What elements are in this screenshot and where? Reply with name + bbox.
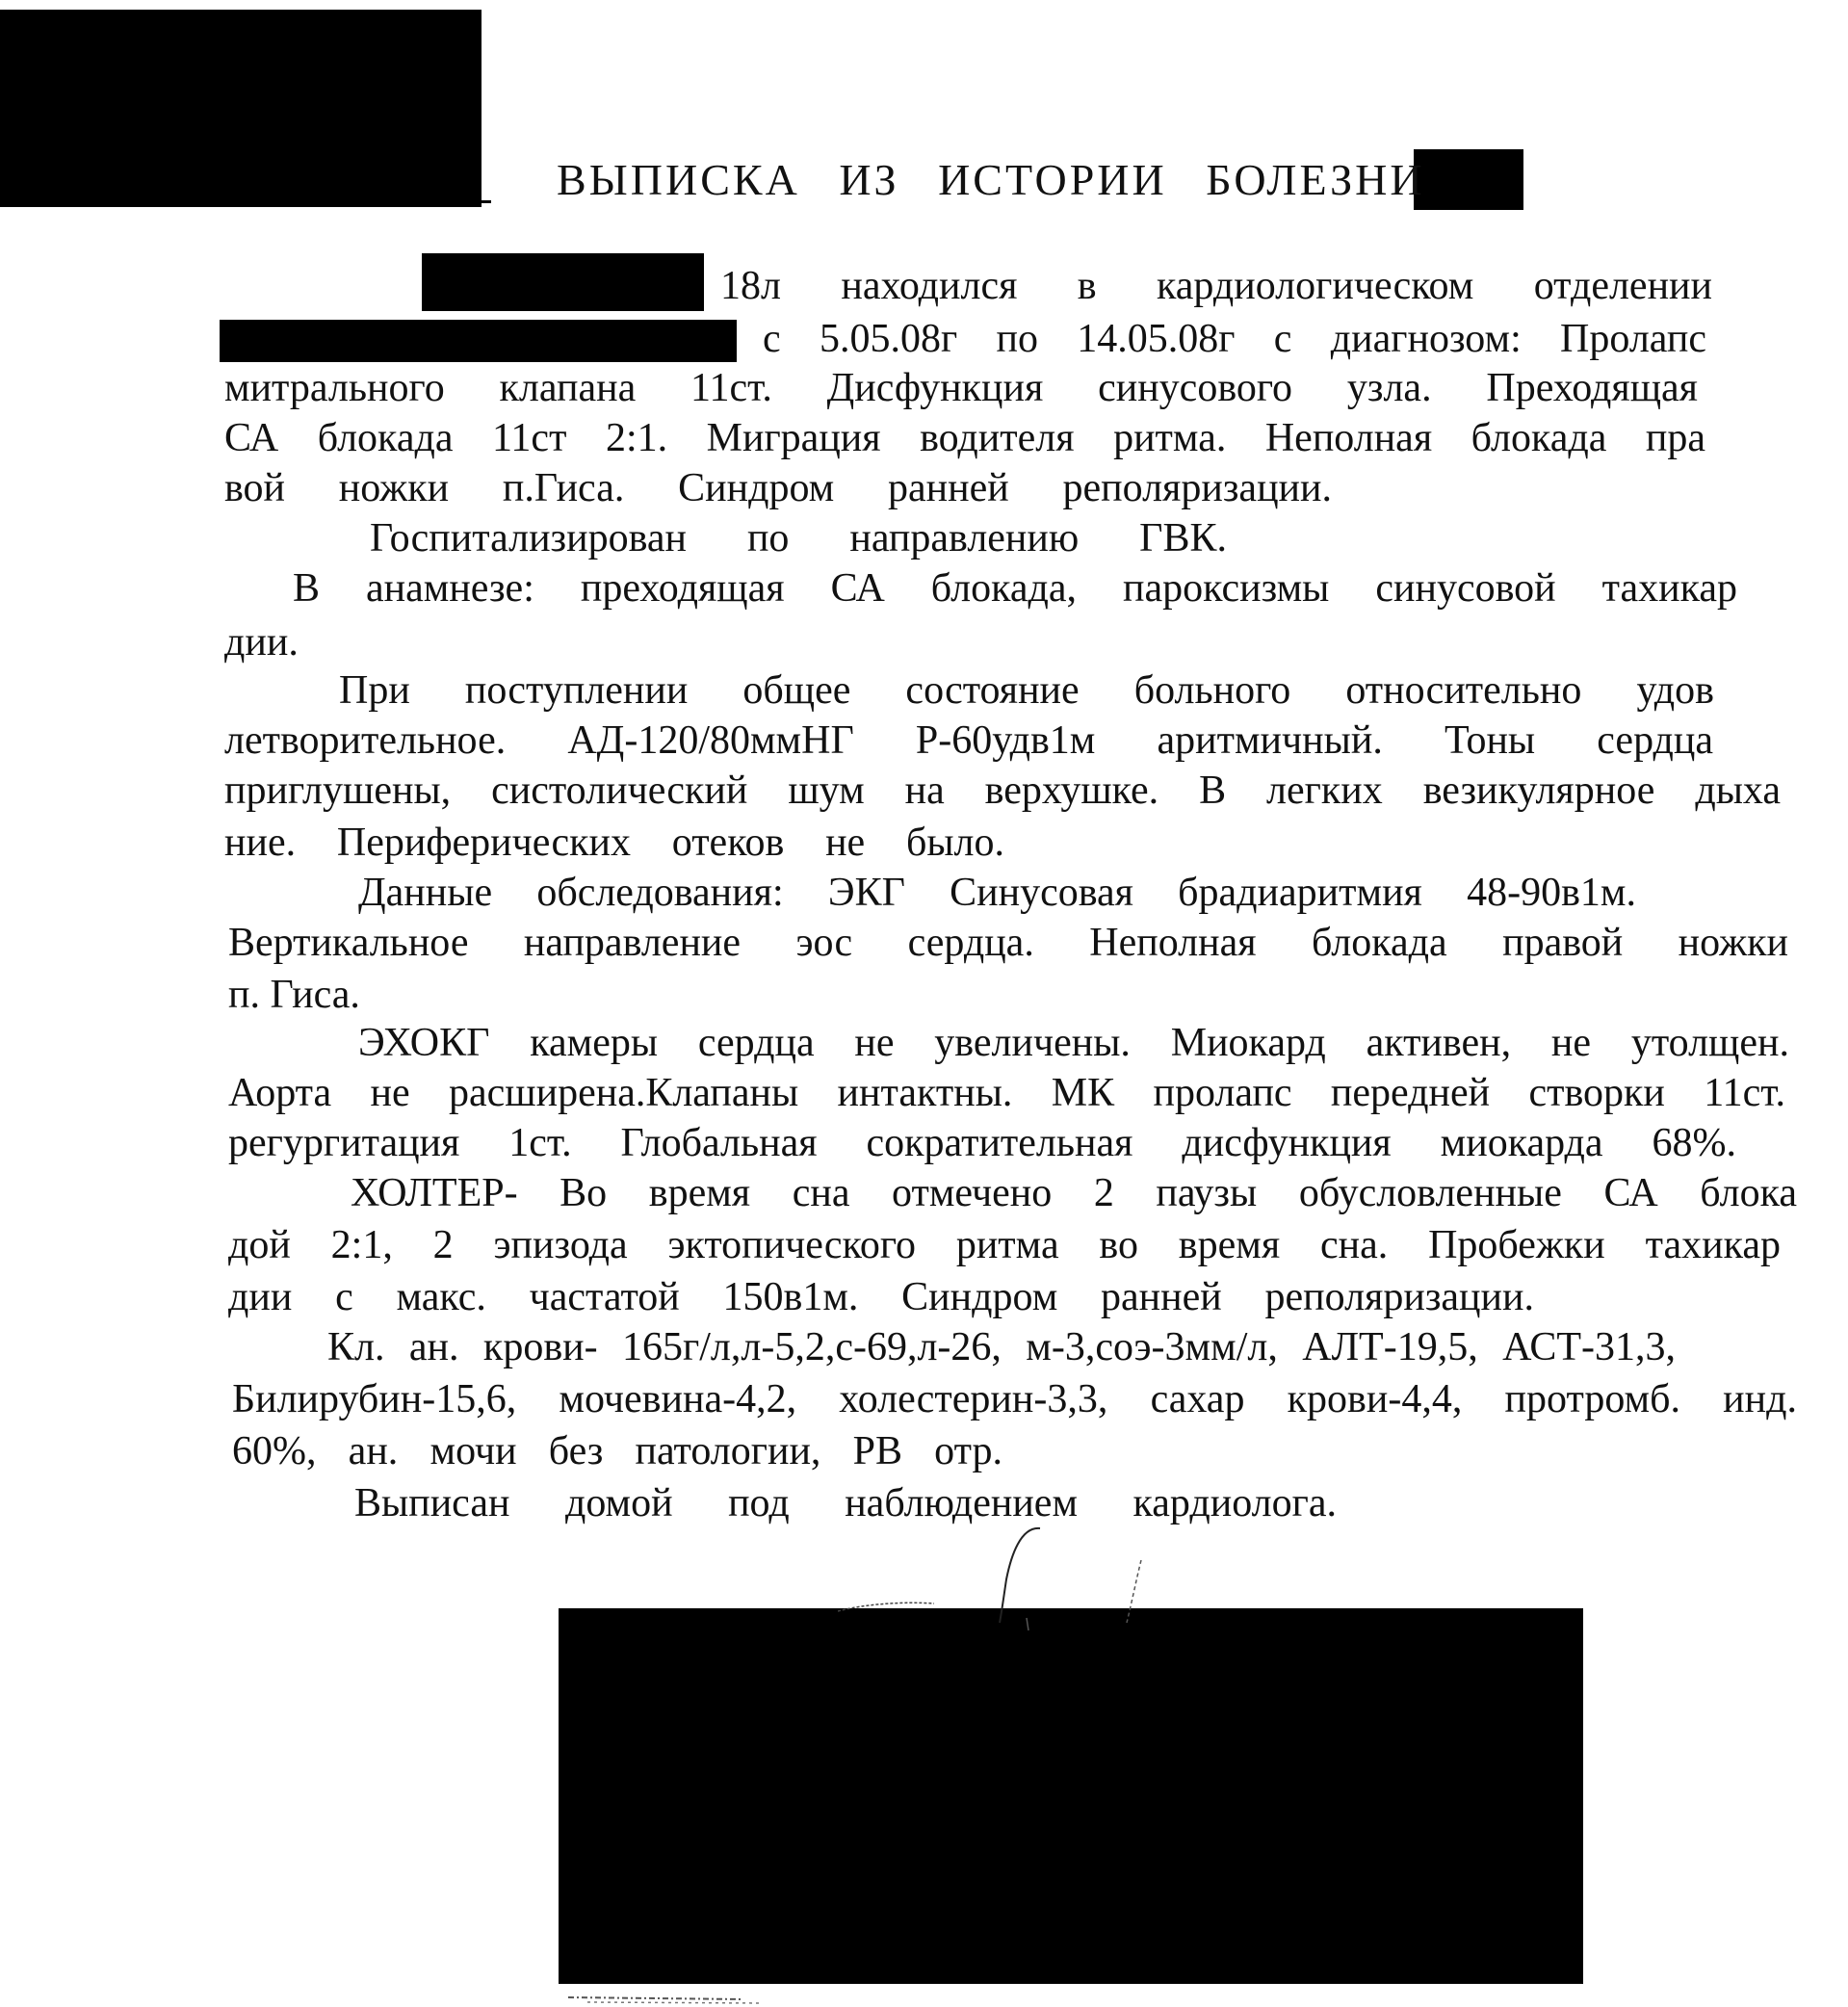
text-line: дии. bbox=[224, 620, 299, 665]
signature-stroke bbox=[1127, 1560, 1141, 1623]
redaction-header bbox=[0, 10, 482, 207]
text-line: ние. Периферических отеков не было. bbox=[224, 821, 1004, 865]
text-line: п. Гиса. bbox=[228, 973, 360, 1017]
text-line: Аорта не расширена.Клапаны интактны. МК пролапс передней створки 11ст. bbox=[228, 1071, 1785, 1115]
text-line: 60%, ан. мочи без патологии, РВ отр. bbox=[232, 1429, 1002, 1473]
text-line: ХОЛТЕР- Во время сна отмечено 2 паузы обусловленные СА блока bbox=[351, 1171, 1797, 1215]
text-line: СА блокада 11ст 2:1. Миграция водителя ритма. Неполная блокада пра bbox=[224, 416, 1705, 460]
text-line: приглушены, систолический шум на верхушке. В легких везикулярное дыха bbox=[224, 769, 1781, 813]
text-line: дии с макс. частатой 150в1м. Синдром ранней реполяризации. bbox=[228, 1275, 1534, 1319]
scan-noise-stroke bbox=[568, 1997, 742, 1999]
redaction-signature-block bbox=[559, 1608, 1583, 1984]
scan-noise-stroke bbox=[587, 2002, 761, 2003]
text-line: вой ножки п.Гиса. Синдром ранней реполяризации. bbox=[224, 466, 1332, 510]
text-line: Данные обследования: ЭКГ Синусовая брадиаритмия 48-90в1м. bbox=[358, 871, 1636, 915]
signature-stroke bbox=[838, 1603, 934, 1611]
text-line: Госпитализирован по направлению ГВК. bbox=[370, 516, 1227, 560]
title-underline bbox=[385, 200, 491, 203]
scan-artifact bbox=[568, 1994, 780, 2005]
text-line: дой 2:1, 2 эпизода эктопического ритма во время сна. Пробежки тахикар bbox=[228, 1223, 1781, 1267]
text-line: Кл. ан. крови- 165г/л,л-5,2,с-69,л-26, м-3,соэ-3мм/л, АЛТ-19,5, АСТ-31,3, bbox=[327, 1325, 1676, 1369]
document-title: ВЫПИСКА ИЗ ИСТОРИИ БОЛЕЗНИ bbox=[557, 155, 1425, 204]
signature-stroke bbox=[1027, 1618, 1028, 1630]
redaction-title-number bbox=[1414, 149, 1523, 210]
text-line: с 5.05.08г по 14.05.08г с диагнозом: Пролапс bbox=[763, 317, 1706, 361]
text-line: ЭХОКГ камеры сердца не увеличены. Миокард активен, не утолщен. bbox=[358, 1021, 1789, 1065]
signature-mark bbox=[838, 1526, 1184, 1632]
text-line: 18л находился в кардиологическом отделении bbox=[720, 264, 1712, 308]
text-line: При поступлении общее состояние больного относительно удов bbox=[339, 668, 1714, 713]
text-line: митрального клапана 11ст. Дисфункция синусового узла. Преходящая bbox=[224, 366, 1698, 410]
text-line: летворительное. АД-120/80ммНГ Р-60удв1м аритмичный. Тоны сердца bbox=[224, 718, 1713, 763]
text-line: Вертикальное направление эос сердца. Неполная блокада правой ножки bbox=[228, 921, 1788, 965]
redaction-hospital-name bbox=[220, 320, 737, 362]
text-line: регургитация 1ст. Глобальная сократительная дисфункция миокарда 68%. bbox=[228, 1121, 1736, 1165]
signature-stroke bbox=[1000, 1528, 1040, 1623]
redaction-patient-name bbox=[422, 253, 704, 311]
text-line: В анамнезе: преходящая СА блокада, пароксизмы синусовой тахикар bbox=[293, 566, 1737, 611]
text-line: Билирубин-15,6, мочевина-4,2, холестерин-3,3, сахар крови-4,4, протромб. инд. bbox=[232, 1377, 1797, 1421]
text-line: Выписан домой под наблюдением кардиолога. bbox=[354, 1481, 1337, 1525]
